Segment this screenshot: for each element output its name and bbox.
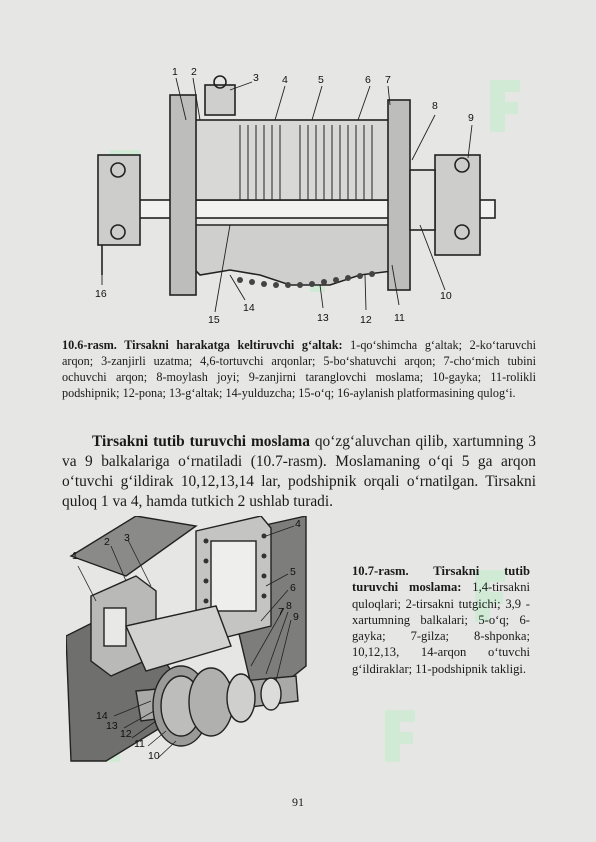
figure-10-7-caption-body: 1,4-tirsakni quloqlari; 2-tirsakni tutgichi; 3,9 - xartumning balkalari; 5-o‘q; 6-gayka; 7-gilza; 8-shponka; 10,12,13, 14-arqon o‘tuvchi g‘ildiraklar; 11-podshipnik takligi. — [352, 580, 530, 676]
figure-10-6-caption — [62, 337, 536, 401]
callout-9: 9 — [293, 611, 299, 623]
figure-10-7-device-drawing — [66, 516, 314, 766]
callout-10: 10 — [440, 290, 452, 302]
callout-1: 1 — [172, 66, 178, 78]
figure-10-6-drum-drawing — [90, 60, 510, 325]
figure-10-6-caption-body: 1-qo‘shimcha g‘altak; 2-ko‘taruvchi arqon; 3-zanjirli uzatma; 4,6-tortuvchi arqonlar; 5-bo‘shatuvchi arqon; 7-cho‘mich tubini ochuvchi arqon; 8-moylash joyi; 9-zanjirni taranglovchi moslama; 10-gayka; 11-rolikli podshipnik; 12-pona; 13-g‘altak; 14-yulduzcha; 15-o‘q; 16-aylanish platformasining qulog‘i. — [62, 338, 536, 400]
figure-10-6-caption-title: 10.6-rasm. Tirsakni harakatga keltiruvchi g‘altak: — [62, 338, 343, 352]
callout-3: 3 — [253, 72, 259, 84]
callout-7: 7 — [385, 74, 391, 86]
callout-4: 4 — [295, 518, 301, 530]
figure-10-7-caption-title: 10.7-rasm. Tirsakni tutib turuvchi moslama: — [352, 564, 530, 595]
callout-7: 7 — [278, 606, 284, 618]
callout-6: 6 — [290, 582, 296, 594]
body-paragraph-text: qo‘zg‘aluvchan qilib, xartumning 3 va 9 balkalariga o‘rnatiladi (10.7-rasm). Moslamaning o‘qi 5 ga arqon o‘tuvchi g‘ildirak 10,12,13,14 lar, podshipnik orqali o‘rnatilgan. Tirsakni quloq 1 va 4, hamda tutkich 2 ushlab turadi. — [62, 433, 536, 510]
callout-10: 10 — [148, 750, 160, 762]
figure-10-7-caption — [352, 563, 530, 677]
callout-11: 11 — [394, 312, 405, 324]
callout-2: 2 — [191, 66, 197, 78]
callout-4: 4 — [282, 74, 288, 86]
drum-cross-section-drawing — [90, 60, 510, 325]
callout-5: 5 — [290, 566, 296, 578]
callout-6: 6 — [365, 74, 371, 86]
callout-12: 12 — [120, 728, 132, 740]
callout-11: 11 — [134, 738, 145, 750]
body-paragraph — [62, 432, 536, 512]
callout-3: 3 — [124, 532, 130, 544]
body-paragraph-lead: Tirsakni tutib turuvchi moslama — [92, 433, 310, 450]
callout-2: 2 — [104, 536, 110, 548]
watermark-logo — [375, 700, 425, 770]
callout-5: 5 — [318, 74, 324, 86]
callout-13: 13 — [317, 312, 329, 324]
callout-13: 13 — [106, 720, 118, 732]
callout-12: 12 — [360, 314, 372, 326]
callout-15: 15 — [208, 314, 220, 326]
callout-14: 14 — [96, 710, 108, 722]
callout-9: 9 — [468, 112, 474, 124]
callout-8: 8 — [286, 600, 292, 612]
callout-16: 16 — [95, 288, 107, 300]
callout-8: 8 — [432, 100, 438, 112]
boom-holder-perspective-drawing — [66, 516, 314, 766]
callout-1: 1 — [72, 550, 78, 562]
page-number: 91 — [292, 795, 304, 809]
callout-14: 14 — [243, 302, 255, 314]
